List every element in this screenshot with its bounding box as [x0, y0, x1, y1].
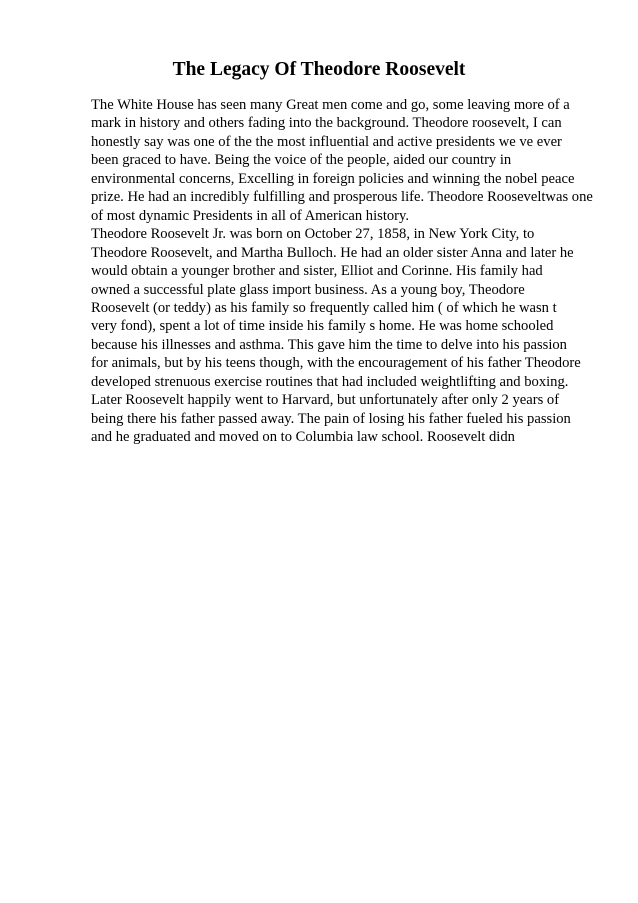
body-line: and he graduated and moved on to Columbia law school. Roosevelt didn [91, 429, 515, 446]
document-body [91, 96, 591, 447]
body-line: being there his father passed away. The pain of losing his father fueled his passion [91, 410, 571, 427]
body-line: owned a successful plate glass import business. As a young boy, Theodore [91, 281, 525, 298]
body-line: environmental concerns, Excelling in foreign policies and winning the nobel peace [91, 170, 575, 187]
body-line: developed strenuous exercise routines that had included weightlifting and boxing. [91, 373, 569, 390]
document-title: The Legacy Of Theodore Roosevelt [172, 59, 466, 80]
body-line: honestly say was one of the the most influential and active presidents we ve ever [91, 133, 562, 150]
body-line: of most dynamic Presidents in all of American history. [91, 207, 410, 224]
body-line: mark in history and others fading into the background. Theodore roosevelt, I can [91, 115, 562, 132]
body-line: The White House has seen many Great men come and go, some leaving more of a [91, 97, 570, 113]
body-line: Roosevelt (or teddy) as his family so frequently called him ( of which he wasn t [91, 299, 557, 316]
body-line: would obtain a younger brother and sister, Elliot and Corinne. His family had [91, 263, 543, 280]
body-line: been graced to have. Being the voice of the people, aided our country in [91, 152, 512, 169]
body-line: Theodore Roosevelt, and Martha Bulloch. He had an older sister Anna and later he [91, 244, 574, 261]
body-line: Theodore Roosevelt Jr. was born on October 27, 1858, in New York City, to [91, 226, 535, 243]
body-line: very fond), spent a lot of time inside his family s home. He was home schooled [91, 318, 554, 335]
body-line: Later Roosevelt happily went to Harvard, but unfortunately after only 2 years of [91, 392, 560, 409]
body-line: because his illnesses and asthma. This gave him the time to delve into his passion [91, 336, 567, 353]
body-line: for animals, but by his teens though, with the encouragement of his father Theodore [91, 355, 581, 372]
body-line: prize. He had an incredibly fulfilling and prosperous life. Theodore Rooseveltwas one [91, 189, 593, 206]
